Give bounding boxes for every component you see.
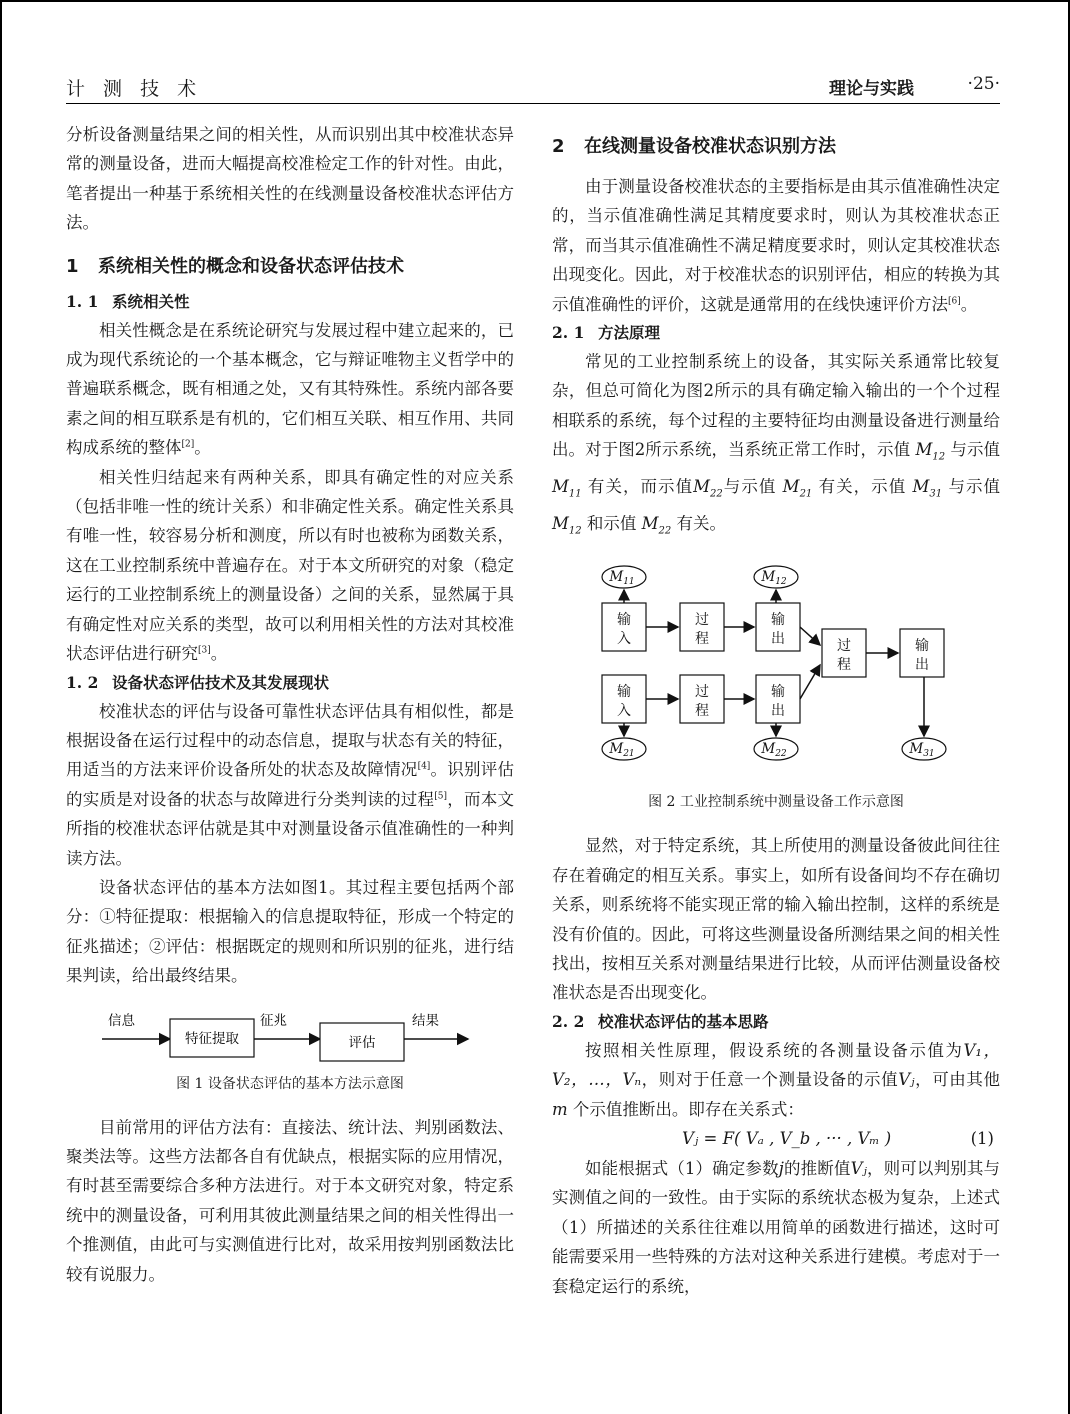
citation-2[interactable]: [2] xyxy=(181,439,195,450)
figure-1-diagram xyxy=(66,1009,514,1065)
intro-paragraph: 分析设备测量结果之间的相关性，从而识别出其中校准状态异常的测量设备，进而大幅提高校准检定工作的针对性。由此，笔者提出一种基于系统相关性的在线测量设备校准状态评估方法。 xyxy=(66,125,514,233)
fig2-box-input-1-label: 输入 xyxy=(617,612,631,648)
paragraph-1-1-a xyxy=(66,316,514,463)
paragraph-1-2-b: 设备状态评估的基本方法如图1。其过程主要包括两个部分：①特征提取：根据输入的信息提取特征，形成一个特定的征兆描述；②评估：根据既定的规则和所识别的征兆，进行结果判读，给出最终结果。 xyxy=(66,877,514,986)
paragraph-text: 校准状态的评估与设备可靠性状态评估具有相似性，都是根据设备在运行过程中的动态信息，提取与状态有关的特征，用适当的方法来评价设备所处的状态及故障情况 xyxy=(66,701,514,780)
section-2-1-heading xyxy=(552,319,1000,347)
header-rule xyxy=(66,103,1000,104)
paragraph-end: 。 xyxy=(960,294,978,314)
figure-1-caption: 图 1 设备状态评估的基本方法示意图 xyxy=(176,1075,404,1092)
subsection-number: 2. 2 xyxy=(552,1011,585,1031)
equation-expression: Vⱼ = F( Vₐ , V_b , ··· , Vₘ ) xyxy=(682,1129,892,1149)
fig2-m21-label: $M_{21}$ xyxy=(609,741,635,760)
figure-2-diagram xyxy=(552,565,1000,785)
paragraph-text: 。识别评估的实质是对设备的状态与故障进行分类判读的过程 xyxy=(66,760,515,809)
subsection-title: 系统相关性 xyxy=(112,292,190,311)
equation-1 xyxy=(552,1124,1000,1154)
paragraph-text: 有关，而示值 xyxy=(587,476,694,496)
var-m22: $M_{22}$ xyxy=(693,476,723,500)
fig2-arrow-out2-proc3 xyxy=(800,665,820,699)
section-2-2-heading xyxy=(552,1008,1000,1036)
var-j: j xyxy=(778,1159,784,1179)
paragraph-end: 。 xyxy=(194,438,211,458)
section-1-2-heading xyxy=(66,669,514,697)
fig2-box-output-2-label: 输出 xyxy=(771,684,785,720)
paragraph-text: ，则可以判别其与实测值之间的一致性。由于实际的系统状态极为复杂，上述式（1）所描述的关系往往难以用简单的函数进行描述，这时可能需要采用一些特殊的方法对这种关系进行建模。考虑对于一套稳定运行的系统， xyxy=(552,1159,1001,1296)
citation-5[interactable]: [5] xyxy=(434,791,448,802)
fig1-box-eval-label: 评估 xyxy=(348,1034,376,1051)
citation-6[interactable]: [6] xyxy=(948,296,961,307)
running-header xyxy=(66,74,1000,100)
right-column xyxy=(552,120,1000,1301)
fig1-input-label: 信息 xyxy=(108,1012,135,1029)
var-m: m xyxy=(552,1099,568,1119)
fig1-box-feature-label: 特征提取 xyxy=(185,1030,239,1047)
figure-2 xyxy=(552,565,1000,785)
fig2-arrow-out1-proc3 xyxy=(800,627,820,645)
paragraph-text: ，则对于任意一个测量设备的示值 xyxy=(641,1070,899,1090)
paragraph-1-2-a xyxy=(66,697,514,873)
paragraph-text: ，而本文所指的校准状态评估就是其中对测量设备示值准确性的一种判读方法。 xyxy=(66,789,515,868)
page-number: ·25· xyxy=(967,74,1000,94)
var-m31: $M_{31}$ xyxy=(912,476,943,500)
fig2-box-process-2-label: 过程 xyxy=(695,684,709,720)
paragraph-text: 与示值 xyxy=(722,476,777,496)
subsection-title: 设备状态评估技术及其发展现状 xyxy=(112,673,330,692)
fig2-box-process-1-label: 过程 xyxy=(695,612,709,648)
left-column xyxy=(66,120,514,1289)
paragraph-text: 如能根据式（1）确定参数 xyxy=(585,1159,779,1179)
paragraph-text: 与示值 xyxy=(950,440,1001,460)
paragraph-end: 。 xyxy=(210,644,228,664)
fig2-m31-label: $M_{31}$ xyxy=(909,741,935,760)
paragraph-2-1-b: 显然，对于特定系统，其上所使用的测量设备彼此间往往存在着确定的相互关系。事实上，如所有设备间均不存在确切关系，则系统将不能实现正常的输入输出控制，这样的系统是没有价值的。因此，可将这些测量设备所测结果之间的相关性找出，按相互关系对测量结果进行比较，从而评估测量设备校准状态是否出现变化。 xyxy=(552,836,1000,1003)
var-m21: $M_{21}$ xyxy=(782,476,813,500)
var-m12: $M_{12}$ xyxy=(915,440,946,463)
paragraph-text: 的推断值 xyxy=(783,1159,851,1179)
subsection-number: 1. 2 xyxy=(66,672,99,692)
section-1-1-heading xyxy=(66,288,514,316)
paragraph-text: ，可由其他 xyxy=(914,1070,1001,1090)
paragraph-text: 有关。 xyxy=(676,513,727,533)
section-number: 2 xyxy=(552,136,565,157)
citation-4[interactable]: [4] xyxy=(417,761,431,772)
paragraph-1-2-c: 目前常用的评估方法有：直接法、统计法、判别函数法、聚类法等。这些方法都各自有优缺点，根据实际的应用情况，有时甚至需要综合多种方法进行。对于本文研究对象，特定系统中的测量设备，可利用其彼此测量结果之间的相关性得出一个推测值，由此可与实测值进行比对，故采用按判别函数法比较有说服力。 xyxy=(66,1117,514,1284)
fig1-output-label: 结果 xyxy=(412,1012,439,1029)
fig1-mid-label: 征兆 xyxy=(260,1012,287,1029)
figure-2-caption: 图 2 工业控制系统中测量设备工作示意图 xyxy=(648,794,904,811)
paragraph-2-1-a xyxy=(552,347,1000,545)
paragraph-text: 相关性归结起来有两种关系，即具有确定性的对应关系（包括非唯一性的统计关系）和非确定性关系。确定性关系具有唯一性，较容易分析和测度，所以有时也被称为函数关系，这在工业控制系统中普遍存在。对于本文所研究的对象（稳定运行的工业控制系统上的测量设备）之间的关系，显然属于具有确定性对应关系的类型，故可以利用相关性的方法对其校准状态评估进行研究 xyxy=(66,467,514,664)
equation-number: (1) xyxy=(970,1129,994,1149)
subsection-title: 方法原理 xyxy=(598,324,661,343)
fig2-box-output-1-label: 输出 xyxy=(771,612,785,648)
subsection-number: 2. 1 xyxy=(552,323,585,343)
paragraph-2-a xyxy=(552,172,1000,319)
subsection-title: 校准状态评估的基本思路 xyxy=(598,1012,769,1031)
section-title: 系统相关性的概念和设备状态评估技术 xyxy=(98,255,404,277)
var-m12-b: $M_{12}$ xyxy=(552,513,582,536)
paragraph-text: 相关性概念是在系统论研究与发展过程中建立起来的，已成为现代系统论的一个基本概念，它与辩证唯物主义哲学中的普遍联系概念，既有相通之处，又有其特殊性。系统内部各要素之间的相互联系是有机的，它们相互关联、相互作用、共同构成系统的整体 xyxy=(66,320,514,458)
paragraph-text: 和示值 xyxy=(586,513,637,533)
fig2-m11-label: $M_{11}$ xyxy=(609,569,635,588)
subsection-number: 1. 1 xyxy=(66,291,99,311)
figure-1 xyxy=(66,1009,514,1065)
page-border-top xyxy=(0,0,1070,2)
section-number: 1 xyxy=(66,255,79,277)
paragraph-2-2-a xyxy=(552,1036,1000,1124)
var-m11: $M_{11}$ xyxy=(552,476,582,500)
paragraph-text: 与示值 xyxy=(948,476,1000,496)
var-vj: Vⱼ xyxy=(898,1070,915,1090)
fig2-m22-label: $M_{22}$ xyxy=(761,741,787,760)
paragraph-text: 按照相关性原理，假设系统的各测量设备示值为 xyxy=(585,1040,964,1060)
section-2-heading xyxy=(552,132,1000,162)
fig2-box-input-2-label: 输入 xyxy=(617,684,631,720)
var-list-v: V₁，V₂，…，Vₙ xyxy=(552,1040,1001,1090)
section-title: 在线测量设备校准状态识别方法 xyxy=(584,136,836,157)
section-name: 理论与实践 xyxy=(829,79,914,99)
section-1-heading xyxy=(66,252,514,282)
paragraph-2-2-b xyxy=(552,1154,1000,1301)
paragraph-1-1-b xyxy=(66,463,514,669)
paragraph-text: 由于测量设备校准状态的主要指标是由其示值准确性决定的，当示值准确性满足其精度要求时，则认为其校准状态正常，而当其示值准确性不满足精度要求时，则认定其校准状态出现变化。因此，对于校准状态的识别评估，相应的转换为其示值准确性的评价，这就是通常用的在线快速评价方法 xyxy=(552,177,1000,314)
fig2-box-output-3-label: 输出 xyxy=(915,638,929,674)
citation-3[interactable]: [3] xyxy=(198,645,211,656)
fig2-box-process-3-label: 过程 xyxy=(837,638,851,674)
paragraph-text: 常见的工业控制系统上的设备，其实际关系通常比较复杂，但总可简化为图2所示的具有确定输入输出的一个个过程相联系的系统，每个过程的主要特征均由测量设备进行测量给出。对于图2所示系统，当系统正常工作时，示值 xyxy=(552,352,1000,460)
paragraph-text: 有关，示值 xyxy=(818,476,907,496)
var-vj-2: Vⱼ xyxy=(850,1159,867,1179)
fig2-m12-label: $M_{12}$ xyxy=(761,569,787,588)
page-border-left xyxy=(0,0,2,1414)
var-m22-b: $M_{22}$ xyxy=(641,513,672,536)
journal-title: 计 测 技 术 xyxy=(66,78,203,100)
paragraph-text: 个示值推断出。即存在关系式： xyxy=(572,1099,804,1119)
